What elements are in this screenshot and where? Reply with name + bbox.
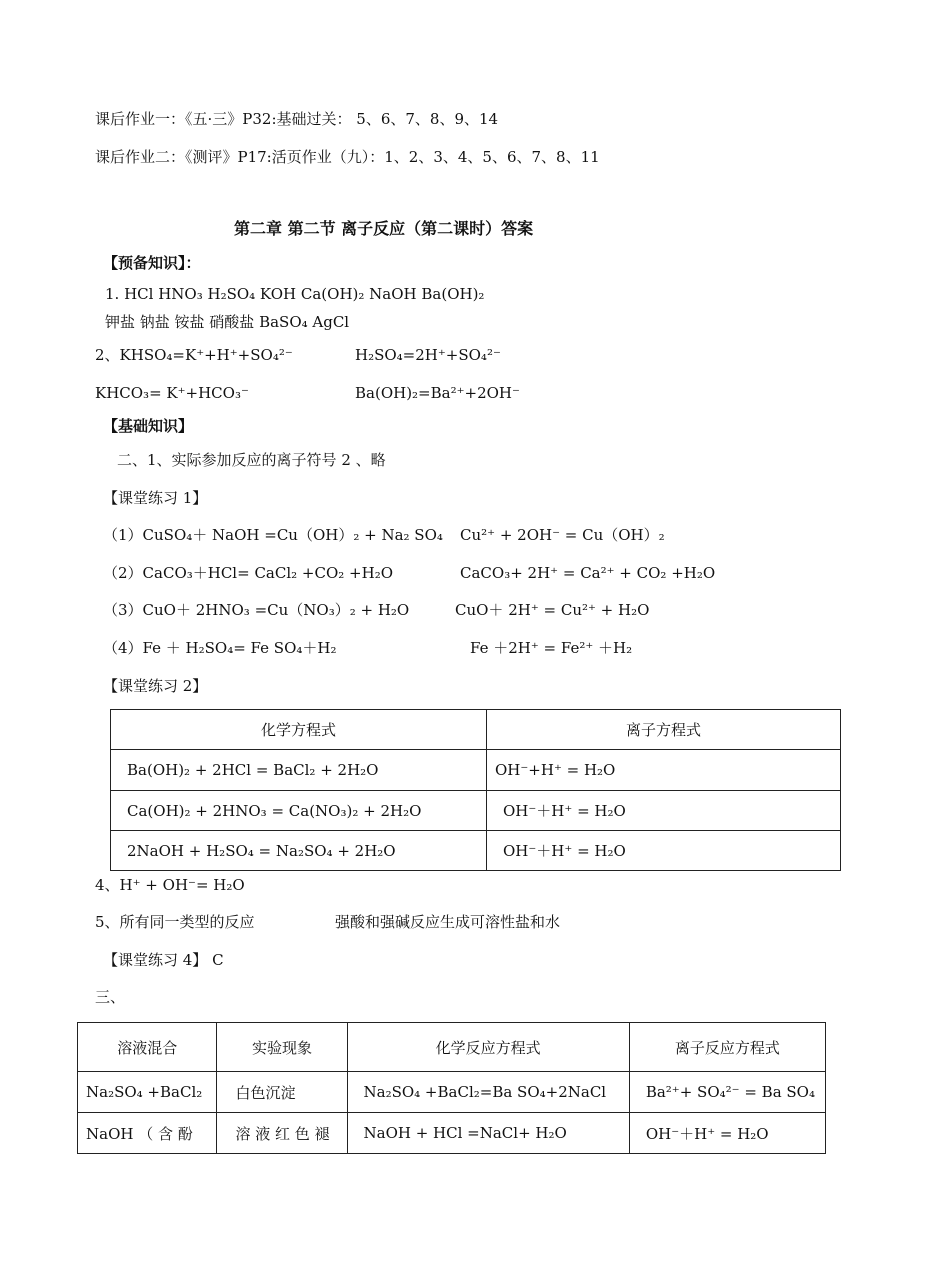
prep-eq-1b: H₂SO₄=2H⁺+SO₄²⁻: [355, 346, 501, 364]
item-4: 4、H⁺ + OH⁻= H₂O: [95, 876, 245, 894]
practice1-row-4-left: （4）Fe ＋ H₂SO₄= Fe SO₄＋H₂: [103, 639, 337, 657]
table3-row-1-phenomenon: 白色沉淀: [217, 1072, 347, 1113]
prep-line-1: 1. HCl HNO₃ H₂SO₄ KOH Ca(OH)₂ NaOH Ba(OH)₂: [105, 285, 485, 303]
basic-line-1: 二、1、实际参加反应的离子符号 2 、略: [117, 451, 386, 469]
practice1-row-3-right: CuO＋ 2H⁺ = Cu²⁺ + H₂O: [455, 601, 650, 619]
prep-eq-1a: 2、KHSO₄=K⁺+H⁺+SO₄²⁻: [95, 346, 293, 364]
practice1-row-2-left: （2）CaCO₃＋HCl= CaCl₂ +CO₂ +H₂O: [103, 564, 394, 582]
prep-eq-2b: Ba(OH)₂=Ba²⁺+2OH⁻: [355, 384, 520, 402]
practice2-row-2-chem: Ca(OH)₂ + 2HNO₃ = Ca(NO₃)₂ + 2H₂O: [111, 791, 487, 831]
practice2-header-chem: 化学方程式: [111, 710, 487, 750]
practice2-heading: 【课堂练习 2】: [103, 677, 208, 695]
practice1-row-4-right: Fe ＋2H⁺ = Fe²⁺ ＋H₂: [470, 639, 633, 657]
table3-row-1-mix: Na₂SO₄ +BaCl₂: [78, 1072, 217, 1113]
practice2-header-ion: 离子方程式: [487, 710, 841, 750]
item-5b: 强酸和强碱反应生成可溶性盐和水: [335, 913, 561, 931]
table3-row-2-mix: NaOH （ 含 酚: [78, 1113, 217, 1154]
table3-row-2-phenomenon: 溶 液 红 色 褪: [217, 1113, 347, 1154]
practice1-row-1-right: Cu²⁺ + 2OH⁻ = Cu（OH）₂: [460, 526, 665, 544]
basic-heading: 【基础知识】: [103, 417, 194, 435]
table3-header-phenomenon: 实验现象: [217, 1023, 347, 1072]
practice1-heading: 【课堂练习 1】: [103, 489, 208, 507]
practice1-row-2-right: CaCO₃+ 2H⁺ = Ca²⁺ + CO₂ +H₂O: [460, 564, 716, 582]
prep-line-2: 钾盐 钠盐 铵盐 硝酸盐 BaSO₄ AgCl: [105, 313, 350, 331]
practice1-row-1-left: （1）CuSO₄＋ NaOH =Cu（OH）₂ + Na₂ SO₄: [103, 526, 443, 544]
item-5a: 5、所有同一类型的反应: [95, 913, 255, 931]
table3-header-ion: 离子反应方程式: [629, 1023, 825, 1072]
practice2-table: [110, 709, 841, 871]
homework-line-1: 课后作业一：《五·三》P32:基础过关： 5、6、7、8、9、14: [95, 110, 499, 128]
practice2-row-3-ion: OH⁻＋H⁺ = H₂O: [487, 831, 841, 871]
page-title: 第二章 第二节 离子反应（第二课时）答案: [234, 219, 534, 238]
section-3-label: 三、: [95, 988, 126, 1006]
table3-row-1-chem: Na₂SO₄ +BaCl₂=Ba SO₄+2NaCl: [347, 1072, 629, 1113]
prep-eq-2a: KHCO₃= K⁺+HCO₃⁻: [95, 384, 249, 402]
table3-header-chem: 化学反应方程式: [347, 1023, 629, 1072]
table3-row-1-ion: Ba²⁺+ SO₄²⁻ = Ba SO₄: [629, 1072, 825, 1113]
table3-row-2-chem: NaOH + HCl =NaCl+ H₂O: [347, 1113, 629, 1154]
prep-heading: 【预备知识】：: [103, 254, 201, 272]
section3-table: [77, 1022, 826, 1154]
practice2-row-1-ion: OH⁻+H⁺ = H₂O: [487, 750, 841, 791]
table3-header-mix: 溶液混合: [78, 1023, 217, 1072]
homework-line-2: 课后作业二：《测评》P17:活页作业（九）：1、2、3、4、5、6、7、8、11: [95, 148, 600, 166]
practice4-line: 【课堂练习 4】 C: [103, 951, 224, 969]
practice2-row-1-chem: Ba(OH)₂ + 2HCl = BaCl₂ + 2H₂O: [111, 750, 487, 791]
table3-row-2-ion: OH⁻＋H⁺ = H₂O: [629, 1113, 825, 1154]
practice2-row-2-ion: OH⁻＋H⁺ = H₂O: [487, 791, 841, 831]
practice1-row-3-left: （3）CuO＋ 2HNO₃ =Cu（NO₃）₂ + H₂O: [103, 601, 410, 619]
practice2-row-3-chem: 2NaOH + H₂SO₄ = Na₂SO₄ + 2H₂O: [111, 831, 487, 871]
